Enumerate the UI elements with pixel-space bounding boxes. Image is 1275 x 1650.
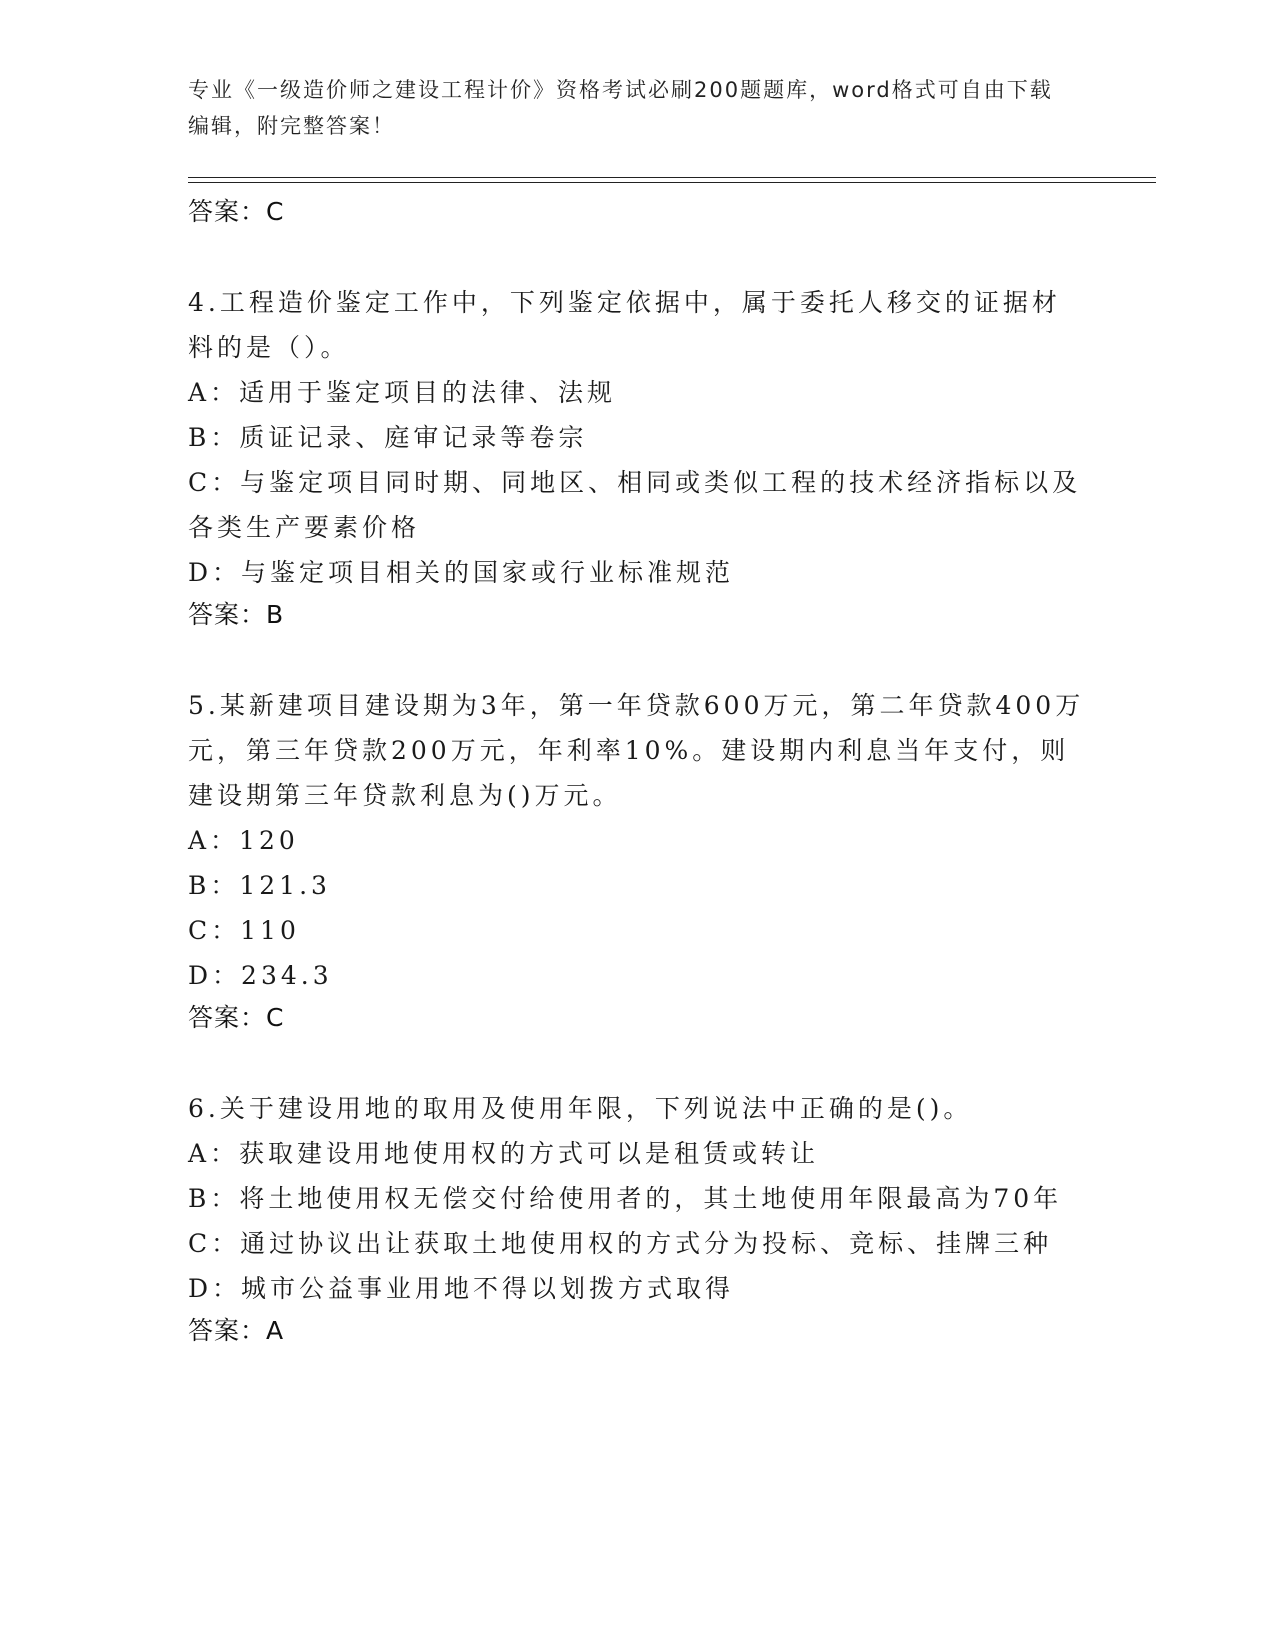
answer-text: 答案：C <box>188 1003 285 1032</box>
question-block-5 <box>188 683 1088 1038</box>
option-d: D：城市公益事业用地不得以划拨方式取得 <box>188 1274 735 1303</box>
answer-text: 答案：A <box>188 1316 285 1345</box>
option-a: A：适用于鉴定项目的法律、法规 <box>188 378 617 407</box>
question-list <box>188 192 1088 1351</box>
option-c: C：通过协议出让获取土地使用权的方式分为投标、竞标、挂牌三种 <box>188 1229 1053 1258</box>
answer-text: 答案：B <box>188 600 285 629</box>
question-text: 6.关于建设用地的取用及使用年限，下列说法中正确的是()。 <box>188 1094 973 1123</box>
option-a: A：120 <box>188 826 299 855</box>
question-block-6 <box>188 1086 1088 1351</box>
question-block-4 <box>188 280 1088 635</box>
header-divider-bottom <box>188 182 1156 183</box>
option-b: B：质证记录、庭审记录等卷宗 <box>188 423 588 452</box>
header-divider-top <box>188 177 1156 178</box>
question-text: 4.工程造价鉴定工作中，下列鉴定依据中，属于委托人移交的证据材料的是（）。 <box>188 288 1061 362</box>
option-c: C：110 <box>188 916 300 945</box>
document-header: 专业《一级造价师之建设工程计价》资格考试必刷200题题库，word格式可自由下载编辑，附完整答案！ <box>188 78 1053 138</box>
option-d: D：与鉴定项目相关的国家或行业标准规范 <box>188 558 735 587</box>
option-c: C：与鉴定项目同时期、同地区、相同或类似工程的技术经济指标以及各类生产要素价格 <box>188 468 1082 542</box>
option-b: B：将土地使用权无偿交付给使用者的，其土地使用年限最高为70年 <box>188 1184 1063 1213</box>
option-a: A：获取建设用地使用权的方式可以是租赁或转让 <box>188 1139 820 1168</box>
previous-answer: 答案：C <box>188 197 285 226</box>
option-b: B：121.3 <box>188 871 331 900</box>
option-d: D：234.3 <box>188 961 333 990</box>
question-text: 5.某新建项目建设期为3年，第一年贷款600万元，第二年贷款400万元，第三年贷款200万元，年利率10%。建设期内利息当年支付，则建设期第三年贷款利息为()万元。 <box>188 691 1085 810</box>
